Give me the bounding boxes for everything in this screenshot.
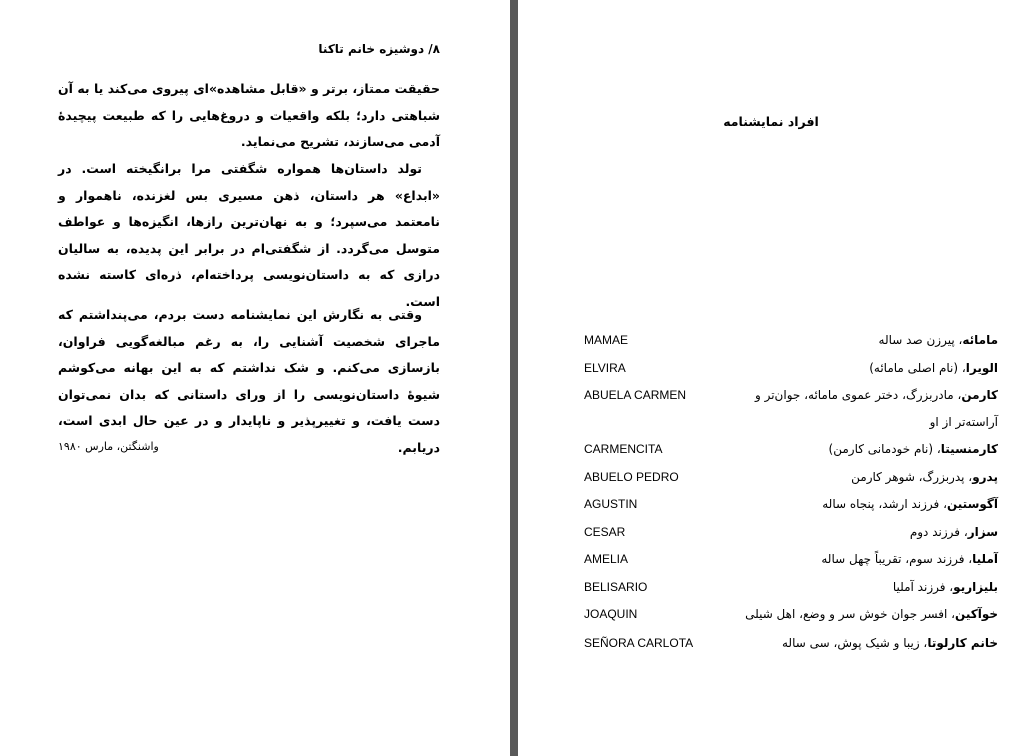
- cast-name-en: BELISARIO: [584, 580, 648, 594]
- cast-fa-desc: ، پدربزرگ، شوهر کارمن: [851, 470, 973, 484]
- cast-fa-desc: ، (نام خودمانی کارمن): [828, 442, 941, 456]
- cast-name-en: AMELIA: [584, 552, 629, 566]
- cast-fa-name: پدرو: [972, 470, 998, 484]
- cast-name-en: JOAQUIN: [584, 607, 638, 621]
- cast-name-fa: [822, 497, 998, 511]
- cast-fa-name: مامائه: [962, 333, 998, 347]
- paragraph-text: حقیقت ممتاز، برتر و «قابل مشاهده»ای پیروی می‌کند یا به آن شباهتی دارد؛ بلکه واقعیات و دروغ‌هایی را که طبیعت پیچیدهٔ آدمی می‌سازند، تشریح می‌نماید.: [58, 81, 440, 149]
- page-header: ۸/ دوشیزه خانم تاکنا: [318, 42, 440, 56]
- cast-name-fa: [829, 442, 998, 456]
- cast-row: [578, 470, 998, 494]
- cast-row: [578, 497, 998, 521]
- page-divider: [510, 0, 518, 756]
- cast-name-en: ABUELA CARMEN: [584, 388, 687, 402]
- cast-name-fa: [879, 333, 998, 347]
- cast-fa-continuation: آراسته‌تر از او: [929, 415, 998, 429]
- cast-fa-desc: ، مادربزرگ، دختر عموی مامائه، جوان‌تر و: [754, 388, 962, 402]
- cast-name-en: SEÑORA CARLOTA: [584, 636, 694, 650]
- cast-name-fa: [755, 388, 998, 402]
- paragraph-1: [58, 76, 440, 156]
- cast-fa-desc: ، فرزند دوم: [909, 525, 968, 539]
- cast-fa-desc: ، افسر جوان خوش سر و وضع، اهل شیلی: [745, 607, 956, 621]
- cast-name-en: CARMENCITA: [584, 442, 663, 456]
- cast-fa-name: بلیزاریو: [953, 580, 998, 594]
- cast-row: [578, 525, 998, 549]
- cast-name-fa: [893, 580, 998, 594]
- cast-fa-name: خوآکین: [955, 607, 998, 621]
- cast-fa-name: الویرا: [965, 361, 998, 375]
- cast-fa-name: آگوستین: [946, 497, 998, 511]
- cast-row: [578, 636, 998, 660]
- cast-fa-desc: ، فرزند سوم، تقریباً چهل ساله: [821, 552, 973, 566]
- cast-title: افراد نمایشنامه: [723, 114, 819, 129]
- cast-fa-desc: ، فرزند آملیا: [892, 580, 954, 594]
- cast-fa-name: کارمنسیتا: [940, 442, 998, 456]
- cast-row: [578, 607, 998, 631]
- paragraph-2: [58, 156, 440, 315]
- cast-name-fa: [869, 361, 998, 375]
- cast-name-fa: [910, 525, 998, 539]
- cast-name-fa: [851, 470, 998, 484]
- cast-fa-name: خانم کارلوتا: [927, 636, 998, 650]
- cast-fa-name: آملیا: [972, 552, 998, 566]
- signature-date: واشنگتن، مارس ۱۹۸۰: [58, 440, 159, 453]
- cast-fa-desc: ، پیرزن صد ساله: [878, 333, 963, 347]
- cast-name-fa: [745, 607, 998, 621]
- cast-name-en: MAMAE: [584, 333, 629, 347]
- cast-fa-desc: ، (نام اصلی مامائه): [869, 361, 966, 375]
- cast-row: [578, 442, 998, 466]
- paragraph-text: وقتی به نگارش این نمایشنامه دست بردم، می‌پنداشتم که ماجرای شخصیت آشنایی را، به رغم مبالغه‌گویی فراوان، بازسازی می‌کنم. و شک نداشتم که به این بهانه می‌کوشم شیوهٔ داستان‌نویسی را از ورای داستانی که بدان نمی‌توان دست یافت، و تغییرپذیر و ناپایدار و در عین حال ابدی است، دریابم.: [58, 307, 440, 455]
- cast-name-en: ELVIRA: [584, 361, 626, 375]
- cast-fa-desc: ، فرزند ارشد، پنجاه ساله: [822, 497, 947, 511]
- paragraph-3: [58, 302, 440, 461]
- cast-row: [578, 580, 998, 604]
- left-page: [0, 0, 510, 756]
- cast-fa-name: سزار: [967, 525, 998, 539]
- cast-row: [578, 388, 998, 440]
- cast-name-en: AGUSTIN: [584, 497, 638, 511]
- cast-row: [578, 361, 998, 385]
- paragraph-text: تولد داستان‌ها همواره شگفتی مرا برانگیخته است. در «ابداع» هر داستان، ذهن مسیری بس لغزنده، ناهموار و نامعتمد می‌سپرد؛ و به نهان‌ترین رازها، انگیزه‌ها و عواطف متوسل می‌گردد. از شگفتی‌ام در برابر این پدیده، به سالیان درازی که به داستان‌نویسی پرداخته‌ام، ذره‌ای کاسته نشده است.: [58, 161, 440, 309]
- cast-name-en: ABUELO PEDRO: [584, 470, 679, 484]
- cast-name-fa: [821, 552, 998, 566]
- cast-row: [578, 552, 998, 576]
- cast-fa-desc: ، زیبا و شیک پوش، سی ساله: [782, 636, 928, 650]
- cast-name-en: CESAR: [584, 525, 626, 539]
- cast-row: [578, 333, 998, 357]
- cast-fa-name: کارمن: [961, 388, 998, 402]
- right-page: [518, 0, 1024, 756]
- cast-name-fa: [782, 636, 998, 650]
